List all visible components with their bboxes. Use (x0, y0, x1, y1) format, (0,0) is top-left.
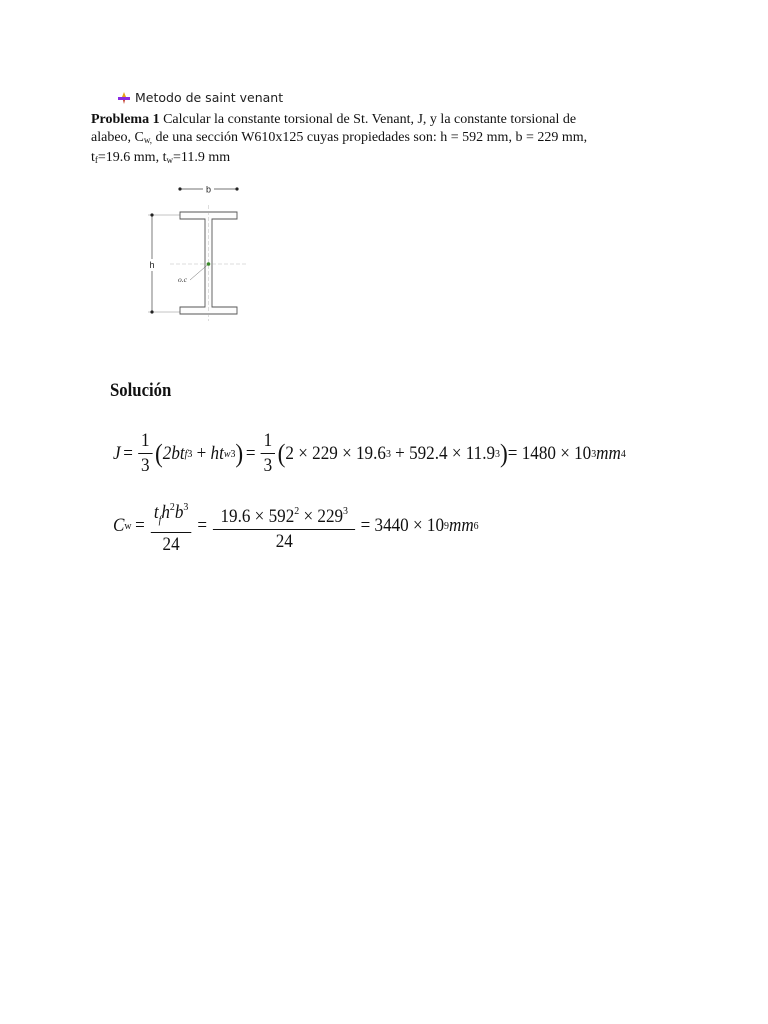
section-heading (117, 90, 283, 105)
fraction-cw-values: $\frac{19.6 \times 592^2 \times 229^3}{24}$ (213, 500, 355, 553)
problem-statement (91, 111, 651, 169)
b-label: b (205, 184, 212, 195)
pin-bullet-icon (117, 91, 131, 105)
shear-center-label: o.c (178, 275, 187, 284)
equation-cw: C w = $\frac{t_fh^2b^3}{24}$ = $\frac{19.6 \times 592^2 \times 229^3}{24}$ = 3440 × 10 9 mm 6 (113, 496, 479, 556)
shear-center-dot (207, 262, 211, 266)
heading-text: Metodo de saint venant (135, 90, 284, 105)
solution-title: Solución (110, 380, 172, 401)
problem-line-3: $t_f=19.6$ mm, $t_w=11.9$ mm (91, 150, 231, 165)
b-dim-dot-left (178, 187, 181, 190)
h-dim-dot-bottom (150, 310, 153, 313)
problem-line-2: alabeo, $C_{w,}$ de una sección W610x125 cuyas propiedades son: h = 592 mm, b = 229 mm, (91, 130, 588, 145)
fraction-one-third: $\frac{1}{3}$ (138, 430, 152, 477)
h-label: h (149, 260, 155, 270)
equation-j: J = $\frac{1}{3}$ ( 2bt f 3 + ht w 3 ) = $\frac{1}{3}$ ( 2 × 229 × 19.6 3 + 592.4 × 11.9 3 ) = 1480 × 10 3 mm 4 (113, 430, 626, 476)
h-dim-dot-top (150, 213, 153, 216)
fraction-one-third-2: $\frac{1}{3}$ (261, 430, 275, 477)
w-section-diagram (140, 175, 260, 325)
problem-label: Problema 1 (91, 112, 160, 127)
problem-line-1: Problema 1 Calcular la constante torsional de St. Venant, J, y la constante torsional de (91, 112, 577, 127)
b-dim-dot-right (235, 187, 238, 190)
fraction-cw-formula: $\frac{t_fh^2b^3}{24}$ (151, 496, 191, 556)
